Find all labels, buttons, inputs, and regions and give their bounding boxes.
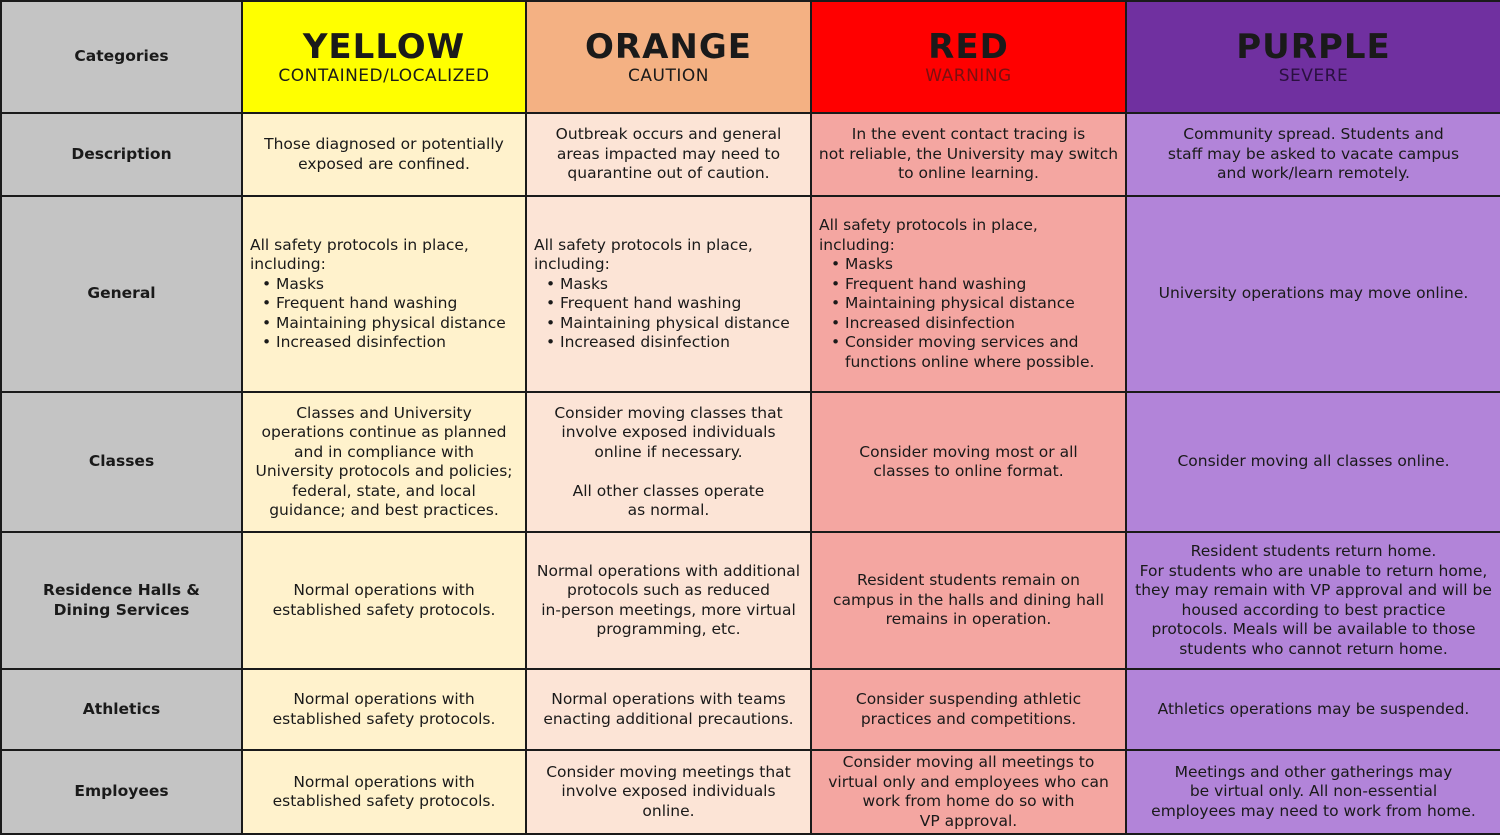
athletics-red-cell: Consider suspending athletic practices and competitions. [811,669,1126,750]
general-yellow-intro: All safety protocols in place, including: [250,235,469,273]
residence-red-cell: Resident students remain on campus in the halls and dining hall remains in operation. [811,532,1126,669]
header-row [1,1,1500,113]
bullet-item: • Masks [262,275,519,295]
general-yellow-cell [242,196,526,392]
description-yellow-cell: Those diagnosed or potentially exposed are confined. [242,113,526,196]
classes-red-cell: Consider moving most or all classes to online format. [811,392,1126,532]
yellow-level-header [242,1,526,113]
classes-yellow-cell: Classes and University operations continue as planned and in compliance with University protocols and policies; federal, state, and local guidance; and best practices. [242,392,526,532]
classes-label: Classes [1,392,242,532]
athletics-row [1,669,1500,750]
red-level-header [811,1,1126,113]
red-level-title: RED [928,27,1009,67]
yellow-level-title: YELLOW [302,27,466,67]
red-level-subtitle: WARNING [925,66,1012,86]
bullet-item: • Frequent hand washing [262,294,519,314]
bullet-item: • Frequent hand washing [546,294,804,314]
description-label: Description [1,113,242,196]
residence-label: Residence Halls & Dining Services [1,532,242,669]
general-row [1,196,1500,392]
athletics-orange-cell: Normal operations with teams enacting additional precautions. [526,669,811,750]
employees-orange-cell: Consider moving meetings that involve exposed individuals online. [526,750,811,834]
bullet-item: • Masks [546,275,804,295]
purple-level-header [1126,1,1500,113]
general-orange-cell [526,196,811,392]
orange-level-header [526,1,811,113]
general-yellow-bullet-list [250,275,519,353]
residence-yellow-cell: Normal operations with established safety protocols. [242,532,526,669]
employees-red-cell: Consider moving all meetings to virtual only and employees who can work from home do so with VP approval. [811,750,1126,834]
bullet-item: • Increased disinfection [831,314,1119,334]
bullet-item: • Frequent hand washing [831,275,1119,295]
yellow-level-subtitle: CONTAINED/LOCALIZED [278,66,490,86]
general-orange-bullet-list [534,275,804,353]
general-purple-cell: University operations may move online. [1126,196,1500,392]
residence-orange-cell: Normal operations with additional protocols such as reduced in-person meetings, more virtual programming, etc. [526,532,811,669]
residence-purple-cell: Resident students return home. For students who are unable to return home, they may remain with VP approval and will be housed according to best practice protocols. Meals will be available to those students who cannot return home. [1126,532,1500,669]
bullet-item: • Increased disinfection [262,333,519,353]
general-orange-intro: All safety protocols in place, including: [534,235,753,273]
classes-purple-cell: Consider moving all classes online. [1126,392,1500,532]
bullet-item: • Masks [831,255,1119,275]
employees-purple-cell: Meetings and other gatherings may be virtual only. All non-essential employees may need to work from home. [1126,750,1500,834]
purple-level-title: PURPLE [1236,27,1391,67]
classes-row [1,392,1500,532]
employees-row [1,750,1500,834]
employees-yellow-cell: Normal operations with established safety protocols. [242,750,526,834]
general-label: General [1,196,242,392]
general-red-bullet-list [819,255,1119,372]
athletics-yellow-cell: Normal operations with established safety protocols. [242,669,526,750]
athletics-label: Athletics [1,669,242,750]
bullet-item: • Maintaining physical distance [831,294,1119,314]
bullet-item: • Maintaining physical distance [546,314,804,334]
bullet-item: • Increased disinfection [546,333,804,353]
athletics-purple-cell: Athletics operations may be suspended. [1126,669,1500,750]
description-row [1,113,1500,196]
description-orange-cell: Outbreak occurs and general areas impacted may need to quarantine out of caution. [526,113,811,196]
orange-level-title: ORANGE [585,27,752,67]
general-red-intro: All safety protocols in place, including: [819,216,1038,254]
classes-orange-cell: Consider moving classes that involve exposed individuals online if necessary. All other classes operate as normal. [526,392,811,532]
general-red-cell [811,196,1126,392]
bullet-item: • Maintaining physical distance [262,314,519,334]
orange-level-subtitle: CAUTION [628,66,709,86]
residence-row [1,532,1500,669]
description-purple-cell: Community spread. Students and staff may be asked to vacate campus and work/learn remotely. [1126,113,1500,196]
employees-label: Employees [1,750,242,834]
bullet-item: • Consider moving services and functions online where possible. [831,333,1119,372]
purple-level-subtitle: SEVERE [1278,66,1349,86]
description-red-cell: In the event contact tracing is not reliable, the University may switch to online learning. [811,113,1126,196]
categories-header: Categories [1,1,242,113]
